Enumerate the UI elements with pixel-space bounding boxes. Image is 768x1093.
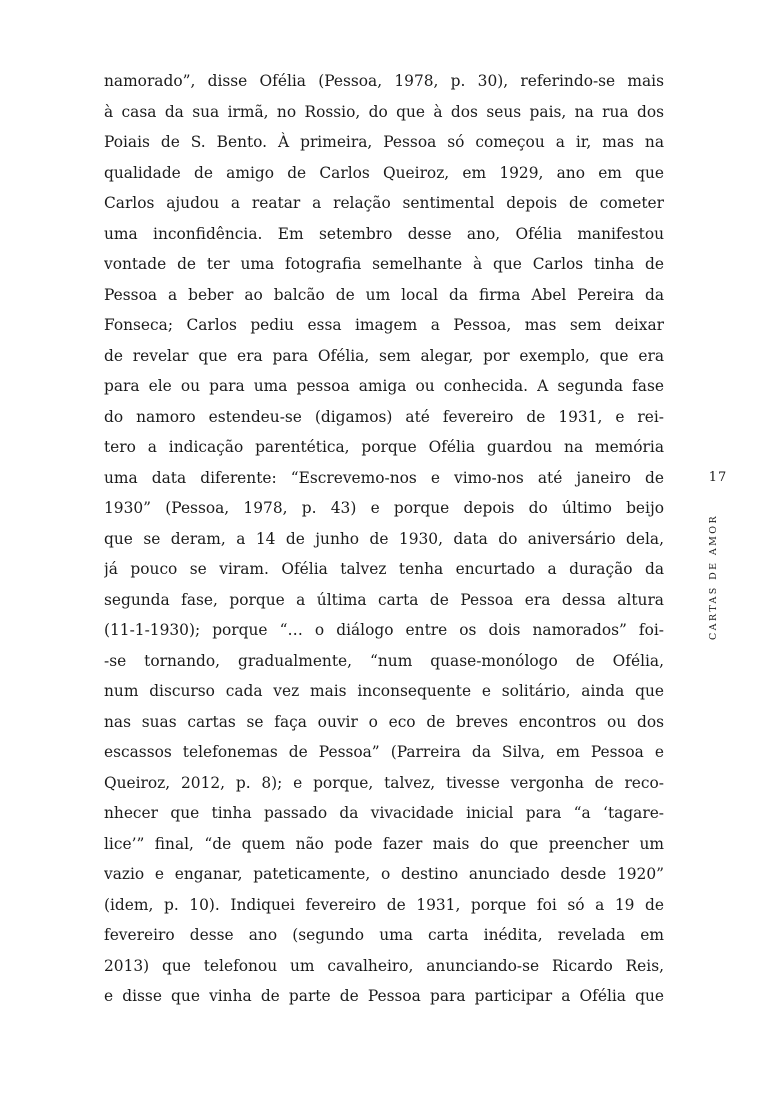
text-line: qualidade de amigo de Carlos Queiroz, em 1929, ano em que [104,163,664,182]
text-line: Fonseca; Carlos pediu essa imagem a Pessoa, mas sem deixar [104,316,664,334]
text-line: nhecer que tinha passado da vivacidade inicial para “a ‘tagare- [104,804,664,822]
text-line: escassos telefonemas de Pessoa” (Parreira da Silva, em Pessoa e [104,743,664,761]
text-line: de revelar que era para Ofélia, sem alegar, por exemplo, que era [104,346,664,365]
text-line: para ele ou para uma pessoa amiga ou conhecida. A segunda fase [104,377,664,395]
text-line: Poiais de S. Bento. À primeira, Pessoa só começou a ir, mas na [104,133,664,151]
text-line: (11-1-1930); porque “… o diálogo entre os dois namorados” foi- [104,621,664,639]
text-line: segunda fase, porque a última carta de Pessoa era dessa altura [104,590,664,609]
text-line: nas suas cartas se faça ouvir o eco de breves encontros ou dos [104,712,664,731]
book-title: CARTAS DE AMOR [708,513,719,640]
text-line: -se tornando, gradualmente, “num quase-monólogo de Ofélia, [104,651,664,670]
text-line: lice’” final, “de quem não pode fazer mais do que preencher um [104,834,664,853]
text-line: tero a indicação parentética, porque Ofélia guardou na memória [104,438,664,456]
text-line: Queiroz, 2012, p. 8); e porque, talvez, tivesse vergonha de reco- [104,773,664,792]
text-line: já pouco se viram. Ofélia talvez tenha encurtado a duração da [104,560,664,578]
text-line: Carlos ajudou a reatar a relação sentimental depois de cometer [104,194,664,212]
text-line: 1930” (Pessoa, 1978, p. 43) e porque depois do último beijo [104,499,664,517]
text-line: fevereiro desse ano (segundo uma carta inédita, revelada em [104,926,664,944]
text-line: (idem, p. 10). Indiquei fevereiro de 1931, porque foi só a 19 de [104,895,664,914]
text-line: Pessoa a beber ao balcão de um local da firma Abel Pereira da [104,285,664,304]
text-line: que se deram, a 14 de junho de 1930, data do aniversário dela, [104,529,664,548]
text-line: uma inconfidência. Em setembro desse ano, Ofélia manifestou [104,224,664,243]
text-line: namorado”, disse Ofélia (Pessoa, 1978, p. 30), referindo-se mais [104,72,664,90]
text-line: e disse que vinha de parte de Pessoa para participar a Ofélia que [104,987,664,1005]
body-text [104,66,664,1012]
text-line: à casa da sua irmã, no Rossio, do que à dos seus pais, na rua dos [104,102,664,121]
page-number: 17 [708,470,728,485]
text-line: uma data diferente: “Escrevemo-nos e vimo-nos até janeiro de [104,468,664,487]
text-line: do namoro estendeu-se (digamos) até fevereiro de 1931, e rei- [104,407,664,426]
running-head [706,470,730,640]
text-line: vontade de ter uma fotografia semelhante à que Carlos tinha de [104,255,664,273]
text-line: 2013) que telefonou um cavalheiro, anunciando-se Ricardo Reis, [104,956,664,975]
text-line: vazio e enganar, pateticamente, o destino anunciado desde 1920” [104,865,664,883]
text-line: num discurso cada vez mais inconsequente e solitário, ainda que [104,682,664,700]
